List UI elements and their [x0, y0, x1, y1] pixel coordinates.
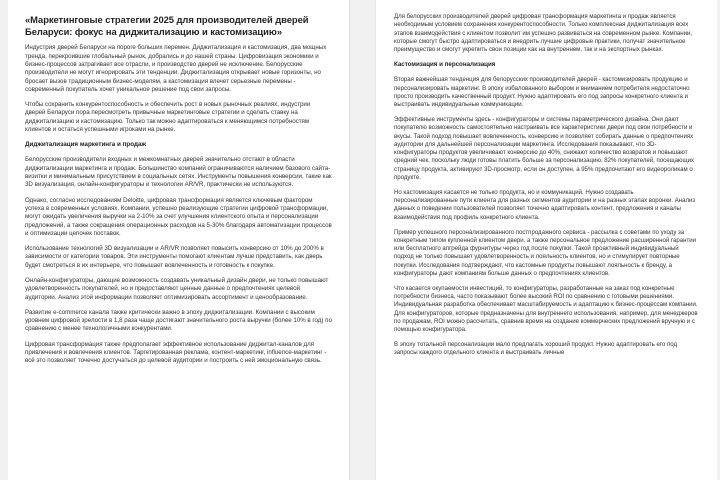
paragraph: В эпоху тотальной персонализации мало предлагать хороший продукт. Нужно адаптировать его под запросы каждого отдельного клиента и выстраивать личные [394, 341, 678, 357]
paragraph: Индустрия дверей Беларуси на пороге больших перемен. Диджитализация и кастомизация, два мощных тренда, перекроившие глобальный рынок, добрались и до нашей страны. Цифровизация экономики и бизнес-процессов затрагивает все отрасли, и производство дверей не исключение. Белорусские производители не могут игнорировать эти тенденции. Диджитализация открывает новые горизонты, но бросает вызов традиционным бизнес-моделям, а кастомизация влечет серьезные перемены - современный покупатель хочет уникальное решение под свои запросы. [25, 44, 327, 93]
paragraph: Однако, согласно исследованиям Deloitte, цифровая трансформация является ключевым фактором успеха в современных условиях. Компании, успешно реализующие стратегии цифровой трансформации, могут ожидать увеличения выручки на 2-10% за счет улучшения клиентского опыта и персонализации предложений, а также сокращения операционных расходов на 5-30% благодаря автоматизации процессов и оптимизации цепочек поставок. [25, 196, 332, 237]
paragraph: Вторая важнейшая тенденция для белорусских производителей дверей - кастомизировать продукцию и персонализировать маркетинг. В эпоху избалованного выбором и вниманием потребителя недостаточно просто производить качественный продукт. Нужно адаптировать его под запросы конкретного клиента и выстраивать индивидуальные коммуникации. [394, 76, 690, 108]
paragraph: Использование технологий 3D визуализации и AR/VR позволяет повысить конверсию от 10% до 200% в зависимости от категории товаров. Эти инструменты помогают клиентам лучше представить, как дверь будет смотреться в их интерьере, что повышает вовлеченность и готовность к покупке. [25, 245, 324, 269]
section-heading: Диджитализация маркетинга и продаж [25, 141, 146, 149]
document-page-left [8, 0, 350, 480]
document-title: «Маркетинговые стратегии 2025 для производителей дверей Беларуси: фокус на диджитализацию и кастомизацию» [25, 14, 309, 37]
paragraph: Цифровая трансформация также предполагает эффективное использование диджитал-каналов для привлечения и вовлечения клиентов. Таргетированная реклама, контент-маркетинг, influence-маркетинг - всё это позволяет точечно достучаться до целевой аудитории и построить с ней эмоциональную связь. [25, 340, 327, 365]
paragraph: Эффективные инструменты здесь - конфигураторы и системы параметрического дизайна. Они дают покупателю возможность самостоятельно настраивать все характеристики двери под свои потребности и вкусы. Такой подход повышает вовлеченность, конверсию и позволяет собирать данные о предпочтениях аудитории для дальнейшей персонализации маркетинга. Исследования показывают, что 3D-конфигураторы продуктов увеличивают конверсию до 40%, снижают количество возвратов и повышают средний чек, поскольку люди готовы платить больше за персонализацию. 82% покупателей, посещающих страницу продукта, активируют 3D-просмотр, если он доступен, а 95% предпочитают его видеороликам о продукте. [394, 116, 694, 181]
paragraph: Белорусские производители входных и межкомнатных дверей значительно отстают в области диджитализации маркетинга и продаж. Большинство компаний ограничиваются наличием базового сайта-визитки и минимальным присутствием в социальных сетях. Инструменты повышения конверсии, такие как 3D визуализация, онлайн-конфигураторы и технологии AR/VR, практически не используются. [25, 156, 332, 189]
paragraph: Развитие e-commerce канала также критически важно в эпоху диджитализации. Компании с высоким уровнем цифровой зрелости в 1,8 раза чаще достигают значительного роста выручки (более 10% в год) по сравнению с менее технологичными конкурентами. [25, 308, 332, 333]
paragraph: Пример успешного персонализированного постпродажного сервиса - рассылка с советами по уходу за конкретным типом купленной клиентом двери, а также персональное предложение расширенной гарантии или бесплатного апгрейда фурнитуры через год после покупки. Такой проактивный индивидуальный подход не только повышает удовлетворенность и лояльность клиентов, но и стимулирует повторные покупки. Исследования подтверждают, что кастомные продукты повышают лояльность к бренду, а конфигураторы дают компаниям больше данных о предпочтениях клиентов. [394, 228, 696, 277]
paragraph: Чтобы сохранить конкурентоспособность и обеспечить рост в новых рыночных реалиях, индустрии дверей Беларуси пора пересмотреть привычные маркетинговые стратегии и сделать ставку на диджитализацию и кастомизацию. Только так можно адаптироваться к меняющимся потребностям клиентов и остаться успешными игроками на рынке. [25, 101, 311, 134]
paragraph: Для белорусских производителей дверей цифровая трансформация маркетинга и продаж является необходимым условием сохранения конкурентоспособности. Только комплексная диджитализация всех этапов взаимодействия с клиентом позволит им успешно развиваться на современном рынке. Компании, которые смогут быстро адаптироваться и внедрить лучшие цифровые практики, получат значительное преимущество и смогут укрепить свои позиции как на внутреннем, так и на экспортных рынках. [394, 13, 693, 53]
paragraph: Но кастомизация касается не только продукта, но и коммуникаций. Нужно создавать персонализированные пути клиента для разных сегментов аудитории и на разных этапах воронки. Анализ данных о поведении пользователей позволяет точечно адаптировать контент, предложения и каналы взаимодействия под профиль конкретного клиента. [394, 188, 696, 221]
right-page-content [394, 13, 699, 358]
left-page-content [25, 44, 332, 365]
document-page-right [375, 0, 717, 480]
paragraph: Что касается окупаемости инвестиций, то конфигураторы, разработанные на заказ под конкретные потребности бизнеса, часто показывают более высокий ROI по сравнению с готовыми решениями. Индивидуальная разработка обеспечивает масштабируемость и адаптацию к бизнес-процессам компании. Для конфигураторов, которые предназначены для внутреннего использования, например, для менеджеров по продажам, ROI можно рассчитать, сравнив время на создание коммерческих предложений вручную и с помощью конфигуратора. [394, 284, 698, 334]
paragraph: Онлайн-конфигураторы, дающие возможность создавать уникальный дизайн двери, не только повышают удовлетворенность покупателей, но и предоставляют ценные данные о предпочтениях целевой аудитории. Анализ этой информации позволяет оптимизировать ассортимент и ценообразование. [25, 276, 329, 301]
section-heading: Кастомизация и персонализация [394, 61, 496, 69]
